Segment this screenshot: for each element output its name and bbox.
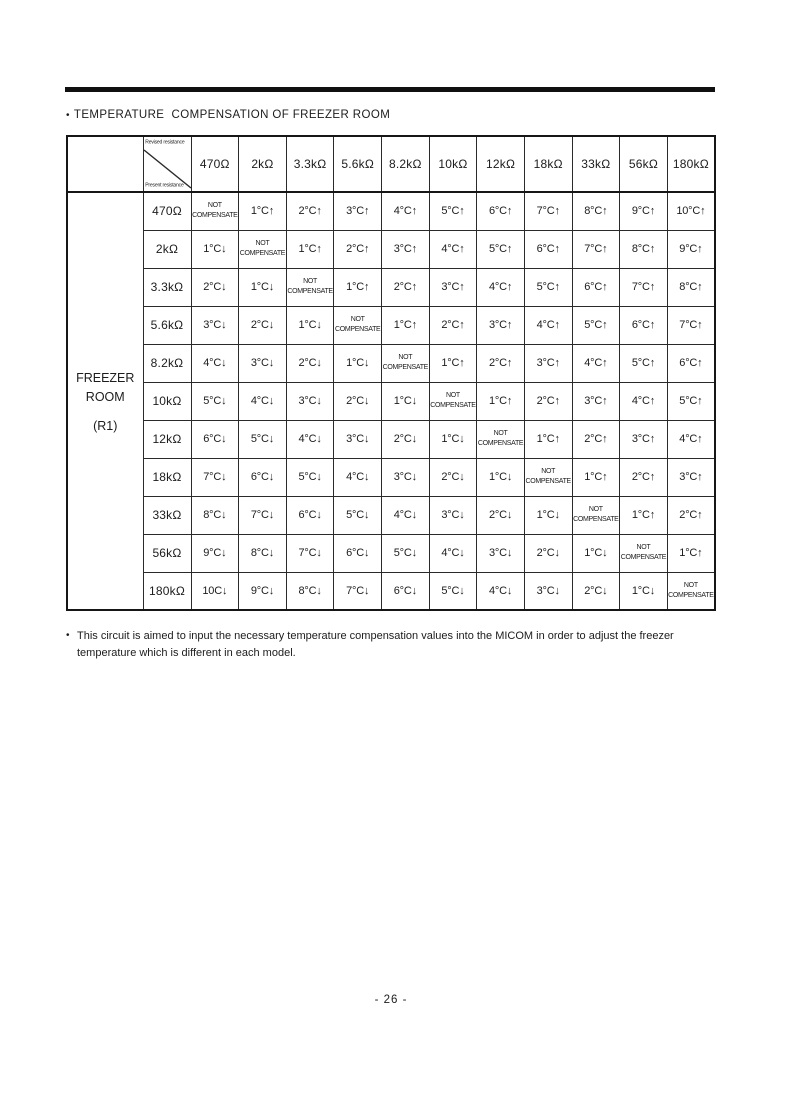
cell-value: 6°C↑ [572,268,620,306]
column-header-7: 18kΩ [524,136,572,192]
cell-not-compensate: NOT COMPENSATE [477,420,525,458]
cell-value: 4°C↑ [620,382,668,420]
column-header-8: 33kΩ [572,136,620,192]
cell-value: 4°C↑ [382,192,430,230]
cell-value: 5°C↑ [524,268,572,306]
cell-value: 2°C↓ [334,382,382,420]
cell-value: 4°C↓ [334,458,382,496]
cell-value: 2°C↑ [334,230,382,268]
group-label-line1: FREEZER ROOM [76,371,135,404]
cell-value: 3°C↑ [572,382,620,420]
cell-value: 6°C↓ [334,534,382,572]
cell-value: 1°C↑ [334,268,382,306]
cell-not-compensate: NOT COMPENSATE [429,382,477,420]
cell-value: 8°C↑ [667,268,715,306]
cell-value: 3°C↑ [382,230,430,268]
page-number: - 26 - [374,994,408,1006]
table-header-row [67,136,715,192]
present-resistance-label: Present resistance [144,182,184,188]
cell-value: 1°C↑ [572,458,620,496]
cell-value: 6°C↑ [620,306,668,344]
row-header-7: 18kΩ [143,458,191,496]
cell-value: 5°C↓ [191,382,239,420]
cell-value: 4°C↓ [239,382,287,420]
cell-value: 4°C↓ [191,344,239,382]
cell-value: 1°C↓ [572,534,620,572]
column-header-9: 56kΩ [620,136,668,192]
cell-value: 1°C↓ [524,496,572,534]
cell-value: 2°C↑ [524,382,572,420]
cell-value: 2°C↑ [572,420,620,458]
cell-value: 2°C↑ [429,306,477,344]
column-header-4: 8.2kΩ [382,136,430,192]
cell-not-compensate: NOT COMPENSATE [572,496,620,534]
table-row-9 [67,534,715,572]
cell-value: 1°C↑ [667,534,715,572]
cell-value: 1°C↓ [239,268,287,306]
cell-not-compensate: NOT COMPENSATE [286,268,334,306]
cell-value: 3°C↑ [477,306,525,344]
revised-resistance-label: Revised resistance [144,139,184,145]
cell-value: 8°C↓ [239,534,287,572]
cell-value: 5°C↑ [477,230,525,268]
cell-value: 9°C↑ [620,192,668,230]
cell-value: 2°C↓ [286,344,334,382]
cell-value: 9°C↓ [239,572,287,610]
table-row-1 [67,230,715,268]
cell-value: 1°C↑ [286,230,334,268]
cell-value: 1°C↓ [286,306,334,344]
cell-value: 3°C↓ [477,534,525,572]
table-row-10 [67,572,715,610]
diagonal-header-cell [143,136,191,192]
column-header-1: 2kΩ [239,136,287,192]
cell-value: 2°C↓ [524,534,572,572]
cell-value: 7°C↓ [239,496,287,534]
row-header-0: 470Ω [143,192,191,230]
cell-value: 5°C↓ [334,496,382,534]
cell-value: 3°C↓ [429,496,477,534]
column-header-10: 180kΩ [667,136,715,192]
note-text: This circuit is aimed to input the necessary temperature compensation values into the MICOM in order to adjust the freezer temperature which is different in each model. [77,630,674,660]
row-header-5: 10kΩ [143,382,191,420]
cell-value: 2°C↓ [382,420,430,458]
cell-value: 6°C↑ [477,192,525,230]
cell-value: 4°C↓ [382,496,430,534]
column-header-6: 12kΩ [477,136,525,192]
cell-value: 4°C↑ [572,344,620,382]
row-header-8: 33kΩ [143,496,191,534]
cell-value: 4°C↓ [429,534,477,572]
cell-value: 5°C↑ [667,382,715,420]
compensation-table [66,135,716,611]
cell-value: 2°C↓ [239,306,287,344]
column-header-2: 3.3kΩ [286,136,334,192]
cell-value: 8°C↑ [572,192,620,230]
cell-value: 3°C↓ [382,458,430,496]
table-row-2 [67,268,715,306]
cell-value: 3°C↑ [667,458,715,496]
cell-not-compensate: NOT COMPENSATE [382,344,430,382]
cell-value: 5°C↓ [429,572,477,610]
table-row-8 [67,496,715,534]
cell-value: 2°C↓ [429,458,477,496]
cell-value: 8°C↓ [191,496,239,534]
cell-value: 1°C↑ [382,306,430,344]
row-header-2: 3.3kΩ [143,268,191,306]
cell-value: 5°C↑ [429,192,477,230]
cell-value: 3°C↓ [239,344,287,382]
corner-empty-cell [67,136,143,192]
cell-value: 3°C↑ [334,192,382,230]
cell-value: 6°C↓ [286,496,334,534]
cell-value: 9°C↓ [191,534,239,572]
cell-value: 8°C↓ [286,572,334,610]
cell-value: 6°C↑ [667,344,715,382]
cell-value: 6°C↓ [191,420,239,458]
cell-value: 2°C↓ [191,268,239,306]
row-header-3: 5.6kΩ [143,306,191,344]
column-header-5: 10kΩ [429,136,477,192]
note-bullet-marker: • [66,630,70,641]
column-header-3: 5.6kΩ [334,136,382,192]
cell-not-compensate: NOT COMPENSATE [524,458,572,496]
table-row-7 [67,458,715,496]
cell-not-compensate: NOT COMPENSATE [191,192,239,230]
cell-value: 7°C↓ [191,458,239,496]
cell-not-compensate: NOT COMPENSATE [334,306,382,344]
cell-value: 5°C↓ [286,458,334,496]
cell-value: 2°C↑ [477,344,525,382]
row-group-label [67,192,143,610]
cell-value: 10C↓ [191,572,239,610]
cell-value: 1°C↓ [477,458,525,496]
cell-value: 1°C↓ [382,382,430,420]
cell-value: 1°C↓ [334,344,382,382]
cell-value: 3°C↓ [334,420,382,458]
cell-value: 3°C↓ [191,306,239,344]
cell-not-compensate: NOT COMPENSATE [239,230,287,268]
title-bullet-marker: • [66,110,70,121]
cell-value: 1°C↓ [191,230,239,268]
cell-value: 1°C↓ [429,420,477,458]
cell-value: 6°C↑ [524,230,572,268]
cell-value: 8°C↑ [620,230,668,268]
cell-value: 3°C↓ [286,382,334,420]
cell-value: 3°C↑ [524,344,572,382]
cell-value: 2°C↓ [477,496,525,534]
table-row-3 [67,306,715,344]
cell-value: 3°C↓ [524,572,572,610]
cell-value: 2°C↑ [620,458,668,496]
cell-not-compensate: NOT COMPENSATE [620,534,668,572]
row-header-9: 56kΩ [143,534,191,572]
cell-value: 4°C↑ [477,268,525,306]
cell-value: 2°C↑ [286,192,334,230]
row-header-6: 12kΩ [143,420,191,458]
top-rule [65,87,715,92]
cell-value: 4°C↑ [429,230,477,268]
table-row-5 [67,382,715,420]
cell-value: 1°C↑ [429,344,477,382]
cell-value: 1°C↑ [239,192,287,230]
cell-value: 1°C↓ [620,572,668,610]
cell-value: 10°C↑ [667,192,715,230]
cell-not-compensate: NOT COMPENSATE [667,572,715,610]
row-header-4: 8.2kΩ [143,344,191,382]
cell-value: 1°C↑ [477,382,525,420]
section-title-text: TEMPERATURE COMPENSATION OF FREEZER ROOM [73,109,391,121]
table-row-6 [67,420,715,458]
table-row-0 [67,192,715,230]
cell-value: 5°C↑ [572,306,620,344]
section-title [66,109,390,121]
cell-value: 4°C↑ [667,420,715,458]
row-header-10: 180kΩ [143,572,191,610]
cell-value: 6°C↓ [382,572,430,610]
cell-value: 7°C↓ [334,572,382,610]
cell-value: 2°C↓ [572,572,620,610]
cell-value: 6°C↓ [239,458,287,496]
cell-value: 3°C↑ [620,420,668,458]
note [66,628,718,663]
cell-value: 5°C↓ [239,420,287,458]
cell-value: 7°C↑ [667,306,715,344]
cell-value: 1°C↑ [620,496,668,534]
cell-value: 5°C↓ [382,534,430,572]
cell-value: 4°C↓ [477,572,525,610]
cell-value: 4°C↓ [286,420,334,458]
column-header-0: 470Ω [191,136,239,192]
group-label-line2: (R1) [93,418,118,433]
row-header-1: 2kΩ [143,230,191,268]
cell-value: 7°C↑ [572,230,620,268]
cell-value: 2°C↑ [382,268,430,306]
cell-value: 7°C↓ [286,534,334,572]
cell-value: 4°C↑ [524,306,572,344]
cell-value: 7°C↑ [620,268,668,306]
table-row-4 [67,344,715,382]
cell-value: 5°C↑ [620,344,668,382]
cell-value: 1°C↑ [524,420,572,458]
cell-value: 7°C↑ [524,192,572,230]
cell-value: 2°C↑ [667,496,715,534]
cell-value: 9°C↑ [667,230,715,268]
cell-value: 3°C↑ [429,268,477,306]
